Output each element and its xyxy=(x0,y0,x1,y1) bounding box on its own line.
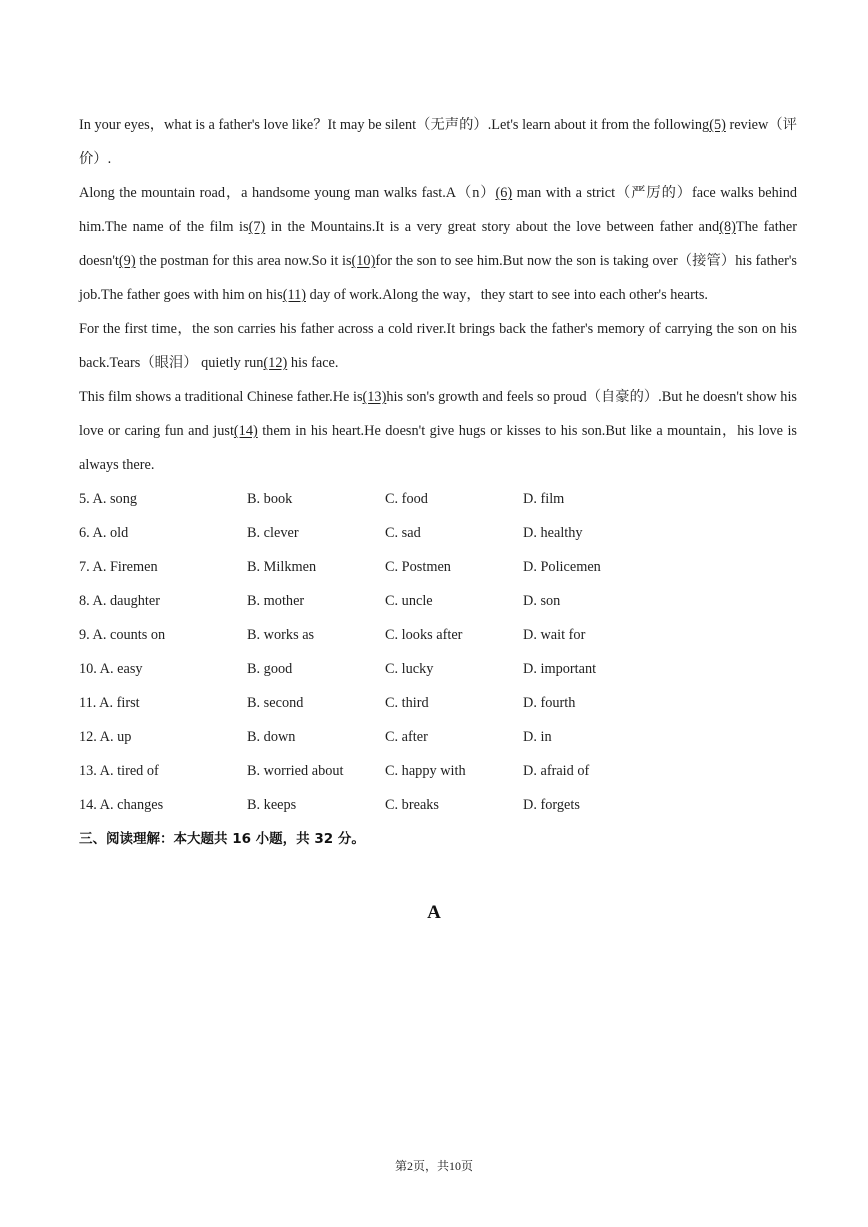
option-d: D. in xyxy=(523,729,552,745)
option-a: 12. A. up xyxy=(79,729,132,745)
page-number-footer: 第2页，共10页 xyxy=(394,1159,473,1173)
option-b: B. Milkmen xyxy=(247,559,317,575)
option-d: D. forgets xyxy=(523,797,580,813)
passage-paragraph-4 xyxy=(79,380,797,482)
passage-paragraph-2 xyxy=(79,176,797,312)
question-row xyxy=(79,788,797,822)
option-c: C. lucky xyxy=(385,661,434,677)
option-c: C. breaks xyxy=(385,797,439,813)
option-b: B. keeps xyxy=(247,797,297,813)
option-d: D. Policemen xyxy=(523,559,601,575)
blank-8: (8) xyxy=(719,219,736,235)
question-row xyxy=(79,754,797,788)
blank-14: (14) xyxy=(233,423,258,439)
blank-12: (12) xyxy=(263,355,288,371)
option-a: 7. A. Firemen xyxy=(79,559,158,575)
option-b: B. down xyxy=(247,729,296,745)
question-row xyxy=(79,720,797,754)
option-b: B. mother xyxy=(247,593,305,609)
option-d: D. wait for xyxy=(523,627,586,643)
option-c: C. sad xyxy=(385,525,421,541)
section-heading: 三、阅读理解：本大题共 16 小题，共 32 分。 xyxy=(79,831,365,847)
question-row xyxy=(79,652,797,686)
blank-13: (13) xyxy=(362,389,387,405)
passage-paragraph-3 xyxy=(79,312,797,380)
question-row xyxy=(79,516,797,550)
option-c: C. looks after xyxy=(385,627,463,643)
option-c: C. uncle xyxy=(385,593,433,609)
blank-10: (10) xyxy=(351,253,376,269)
option-d: D. healthy xyxy=(523,525,583,541)
passage-text: in the Mountains.It is a very great story about the love between father and xyxy=(265,219,720,235)
option-c: C. third xyxy=(385,695,429,711)
option-a: 8. A. daughter xyxy=(79,593,160,609)
option-a: 5. A. song xyxy=(79,491,137,507)
passage-text: for the son to see him.But now the son is taking over（接管）his father's job.The father goes with him on his xyxy=(79,253,797,303)
blank-7: (7) xyxy=(248,219,266,235)
option-c: C. Postmen xyxy=(385,559,451,575)
passage-text: review（评价）. xyxy=(79,117,797,167)
passage-text: his son's growth and feels so proud（自豪的）.But he doesn't show his love or caring fun and just xyxy=(79,389,797,439)
option-a: 11. A. first xyxy=(79,695,140,711)
option-b: B. book xyxy=(247,491,293,507)
passage-text: his face. xyxy=(287,355,339,371)
option-a: 9. A. counts on xyxy=(79,627,166,643)
option-b: B. second xyxy=(247,695,304,711)
question-row xyxy=(79,550,797,584)
option-b: B. clever xyxy=(247,525,299,541)
passage-text: man with a strict（严厉的）face walks behind him.The name of the film is xyxy=(79,185,797,235)
option-c: C. after xyxy=(385,729,428,745)
option-d: D. important xyxy=(523,661,597,677)
passage-label: A xyxy=(427,902,441,923)
question-row xyxy=(79,618,797,652)
passage-text: The father doesn't xyxy=(79,219,797,269)
question-row xyxy=(79,584,797,618)
option-d: D. fourth xyxy=(523,695,576,711)
blank-11: (11) xyxy=(282,287,306,303)
passage-text: In your eyes，what is a father's love like？It may be silent（无声的）.Let's learn about it from the following xyxy=(79,117,710,133)
option-d: D. afraid of xyxy=(523,763,590,779)
passage-text: Along the mountain road，a handsome young man walks fast.A（n） xyxy=(79,185,496,201)
option-b: B. works as xyxy=(247,627,315,643)
option-b: B. worried about xyxy=(247,763,344,779)
option-a: 14. A. changes xyxy=(79,797,164,813)
option-c: C. happy with xyxy=(385,763,466,779)
passage-paragraph-1 xyxy=(79,108,797,176)
option-c: C. food xyxy=(385,491,428,507)
passage-text: For the first time，the son carries his father across a cold river.It brings back the father's memory of carrying the son on his back.Tears（眼泪） quietly run xyxy=(79,321,797,371)
passage-text: them in his heart.He doesn't give hugs or kisses to his son.But like a mountain，his love is always there. xyxy=(79,423,797,473)
option-b: B. good xyxy=(247,661,293,677)
passage-text: day of work.Along the way，they start to see into each other's hearts. xyxy=(306,287,708,303)
passage-text: This film shows a traditional Chinese father.He is xyxy=(79,389,363,405)
question-row xyxy=(79,686,797,720)
page-content xyxy=(79,108,797,856)
option-a: 6. A. old xyxy=(79,525,129,541)
option-a: 10. A. easy xyxy=(79,661,143,677)
passage-text: the postman for this area now.So it is xyxy=(135,253,352,269)
option-d: D. son xyxy=(523,593,561,609)
option-d: D. film xyxy=(523,491,565,507)
question-row xyxy=(79,482,797,516)
blank-9: (9) xyxy=(118,253,136,269)
option-a: 13. A. tired of xyxy=(79,763,159,779)
blank-5: (5) xyxy=(709,117,726,133)
question-options-list xyxy=(79,482,797,822)
blank-6: (6) xyxy=(495,185,513,201)
